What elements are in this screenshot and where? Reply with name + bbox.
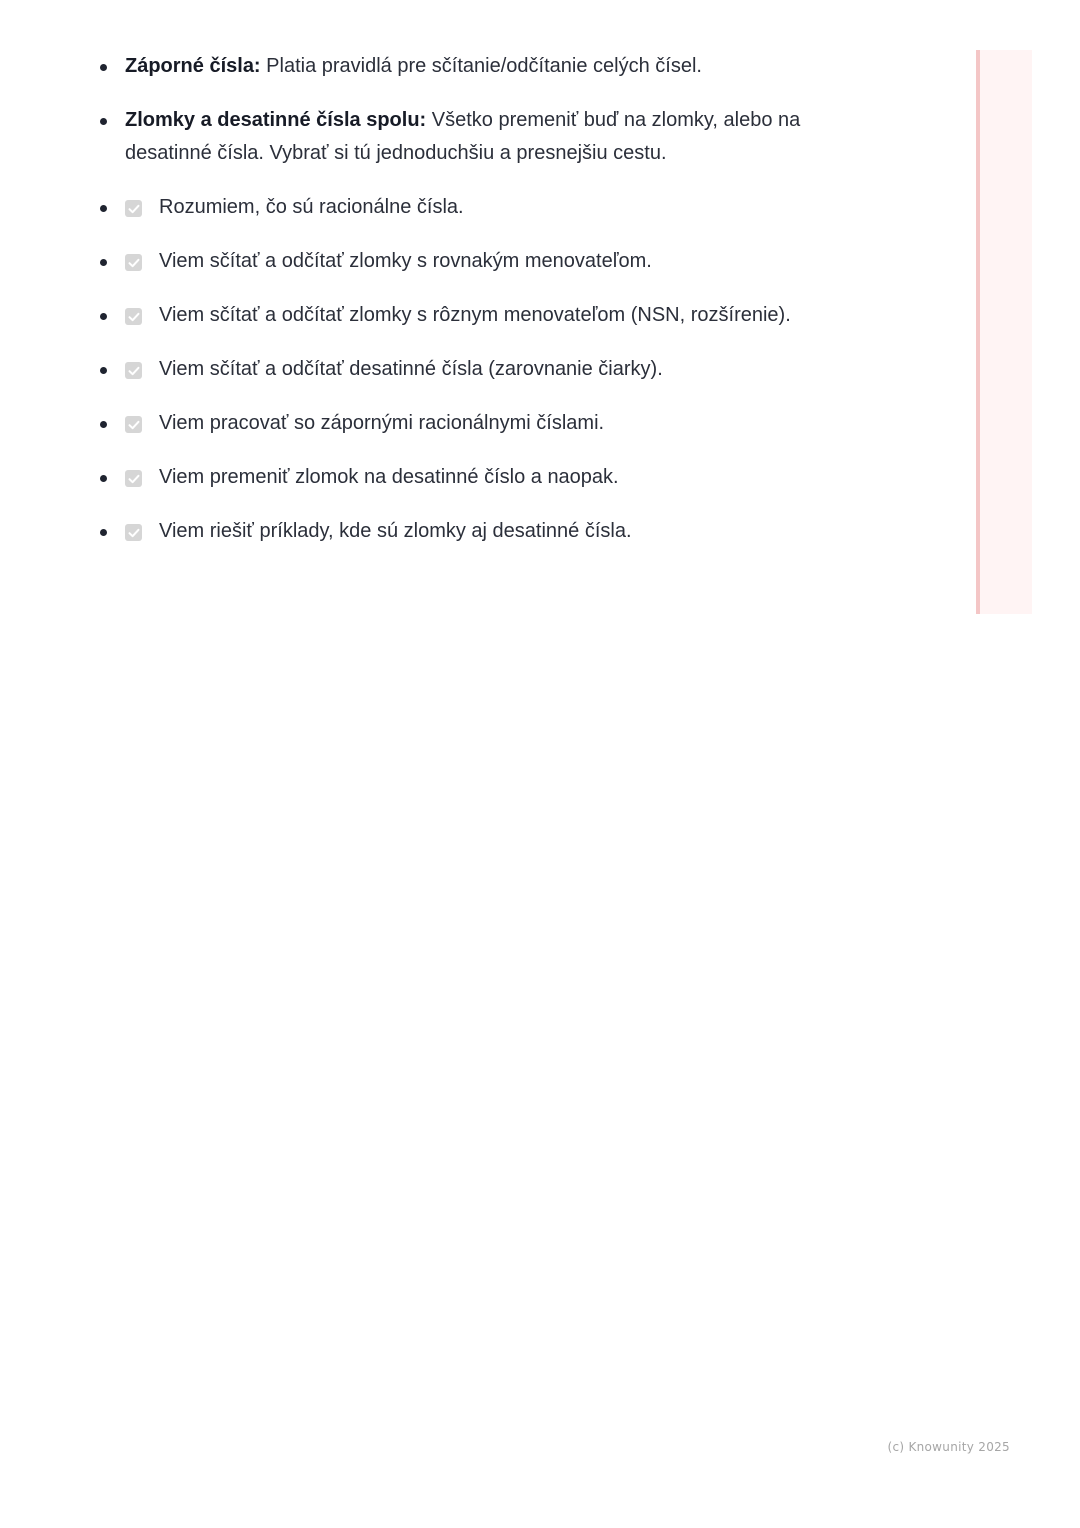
checklist-label: Viem premeniť zlomok na desatinné číslo a naopak.: [159, 466, 619, 488]
copyright-footer: (c) Knowunity 2025: [887, 1440, 1010, 1454]
checkbox-checked-icon[interactable]: [125, 308, 142, 325]
checklist-item: [96, 407, 836, 440]
rule-term: Záporné čísla:: [125, 55, 261, 77]
checklist-item: [96, 191, 836, 224]
checklist-label: Rozumiem, čo sú racionálne čísla.: [159, 196, 464, 218]
checklist-label: Viem riešiť príklady, kde sú zlomky aj desatinné čísla.: [159, 520, 632, 542]
checkbox-checked-icon[interactable]: [125, 362, 142, 379]
checklist-label: Viem pracovať so zápornými racionálnymi číslami.: [159, 412, 605, 434]
rule-term: Zlomky a desatinné čísla spolu:: [125, 109, 427, 131]
rule-item-fractions-decimals: [96, 104, 836, 170]
checkbox-checked-icon[interactable]: [125, 524, 142, 541]
rule-item-negative-numbers: [96, 50, 836, 83]
checklist-item: [96, 245, 836, 278]
checkbox-checked-icon[interactable]: [125, 416, 142, 433]
checkbox-checked-icon[interactable]: [125, 200, 142, 217]
side-note-panel: [976, 50, 1032, 614]
page-content: [96, 50, 836, 569]
checklist-label: Viem sčítať a odčítať desatinné čísla (zarovnanie čiarky).: [159, 358, 663, 380]
checklist-item: [96, 515, 836, 548]
checklist-item: [96, 461, 836, 494]
checklist-item: [96, 299, 836, 332]
checklist-label: Viem sčítať a odčítať zlomky s rovnakým menovateľom.: [159, 250, 652, 272]
checklist-item: [96, 353, 836, 386]
checkbox-checked-icon[interactable]: [125, 470, 142, 487]
rule-text: Všetko premeniť buď na zlomky, alebo na desatinné čísla. Vybrať si tú jednoduchšiu a presnejšiu cestu.: [125, 109, 801, 164]
rule-text: Platia pravidlá pre sčítanie/odčítanie celých čísel.: [260, 55, 702, 77]
bullet-list: [96, 50, 836, 548]
checklist-label: Viem sčítať a odčítať zlomky s rôznym menovateľom (NSN, rozšírenie).: [159, 304, 791, 326]
checkbox-checked-icon[interactable]: [125, 254, 142, 271]
